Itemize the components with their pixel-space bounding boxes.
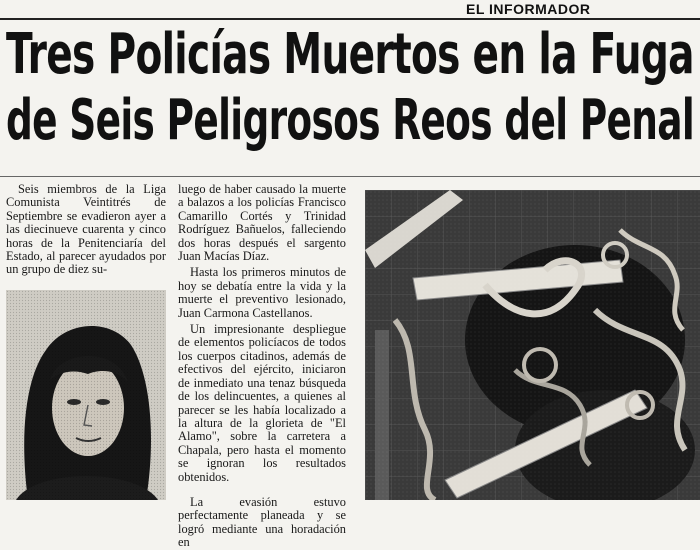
newspaper-masthead: EL INFORMADOR (466, 1, 591, 17)
article-paragraph: Hasta los primeros minutos de hoy se debatía entre la vida y la muerte el preventivo lesionado, Juan Carmona Castellanos. (178, 265, 346, 320)
article-paragraph: Seis miembros de la Liga Comunista Veintitrés de Septiembre se evadieron ayer a las diecinueve cuarenta y cinco horas de la Penitenciaría del Estado, al parecer ayudados por un grupo de diez su- (6, 182, 166, 277)
section-rule (0, 176, 700, 177)
article-paragraph: La evasión estuvo perfectamente planeada y se logró mediante una horadación en (178, 494, 346, 550)
masthead-rule (0, 18, 700, 20)
portrait-photo-graphic (6, 290, 166, 500)
article-paragraph: luego de haber causado la muerte a balazos a los policías Francisco Camarillo Cortés y Trinidad Rodríguez Bañuelos, falleciendo dos horas después el sargento Juan Macías Díaz. (178, 182, 346, 264)
article-column-1 (6, 183, 166, 277)
article-paragraph: Un impresionante despliegue de elementos policíacos de todos los cuerpos citadinos, además de efectivos del ejército, iniciaron de inmediato una tenaz búsqueda de los delincuentes, a quienes al parecer se les había localizado a la altura de la glorieta de "El Alamo", sobre la carretera a Chapala, pero hasta el momento se ignoran los resultados obtenidos. (178, 322, 346, 484)
headline-line-2: de Seis Peligrosos Reos del Penal (6, 88, 695, 153)
headline (6, 22, 696, 154)
headline-line-1: Tres Policías Muertos en la Fuga (6, 22, 694, 87)
scene-photo-graphic (365, 190, 700, 500)
portrait-photo (6, 290, 166, 500)
ropes-and-beams-photo (365, 190, 700, 500)
article-column-2 (178, 183, 346, 550)
